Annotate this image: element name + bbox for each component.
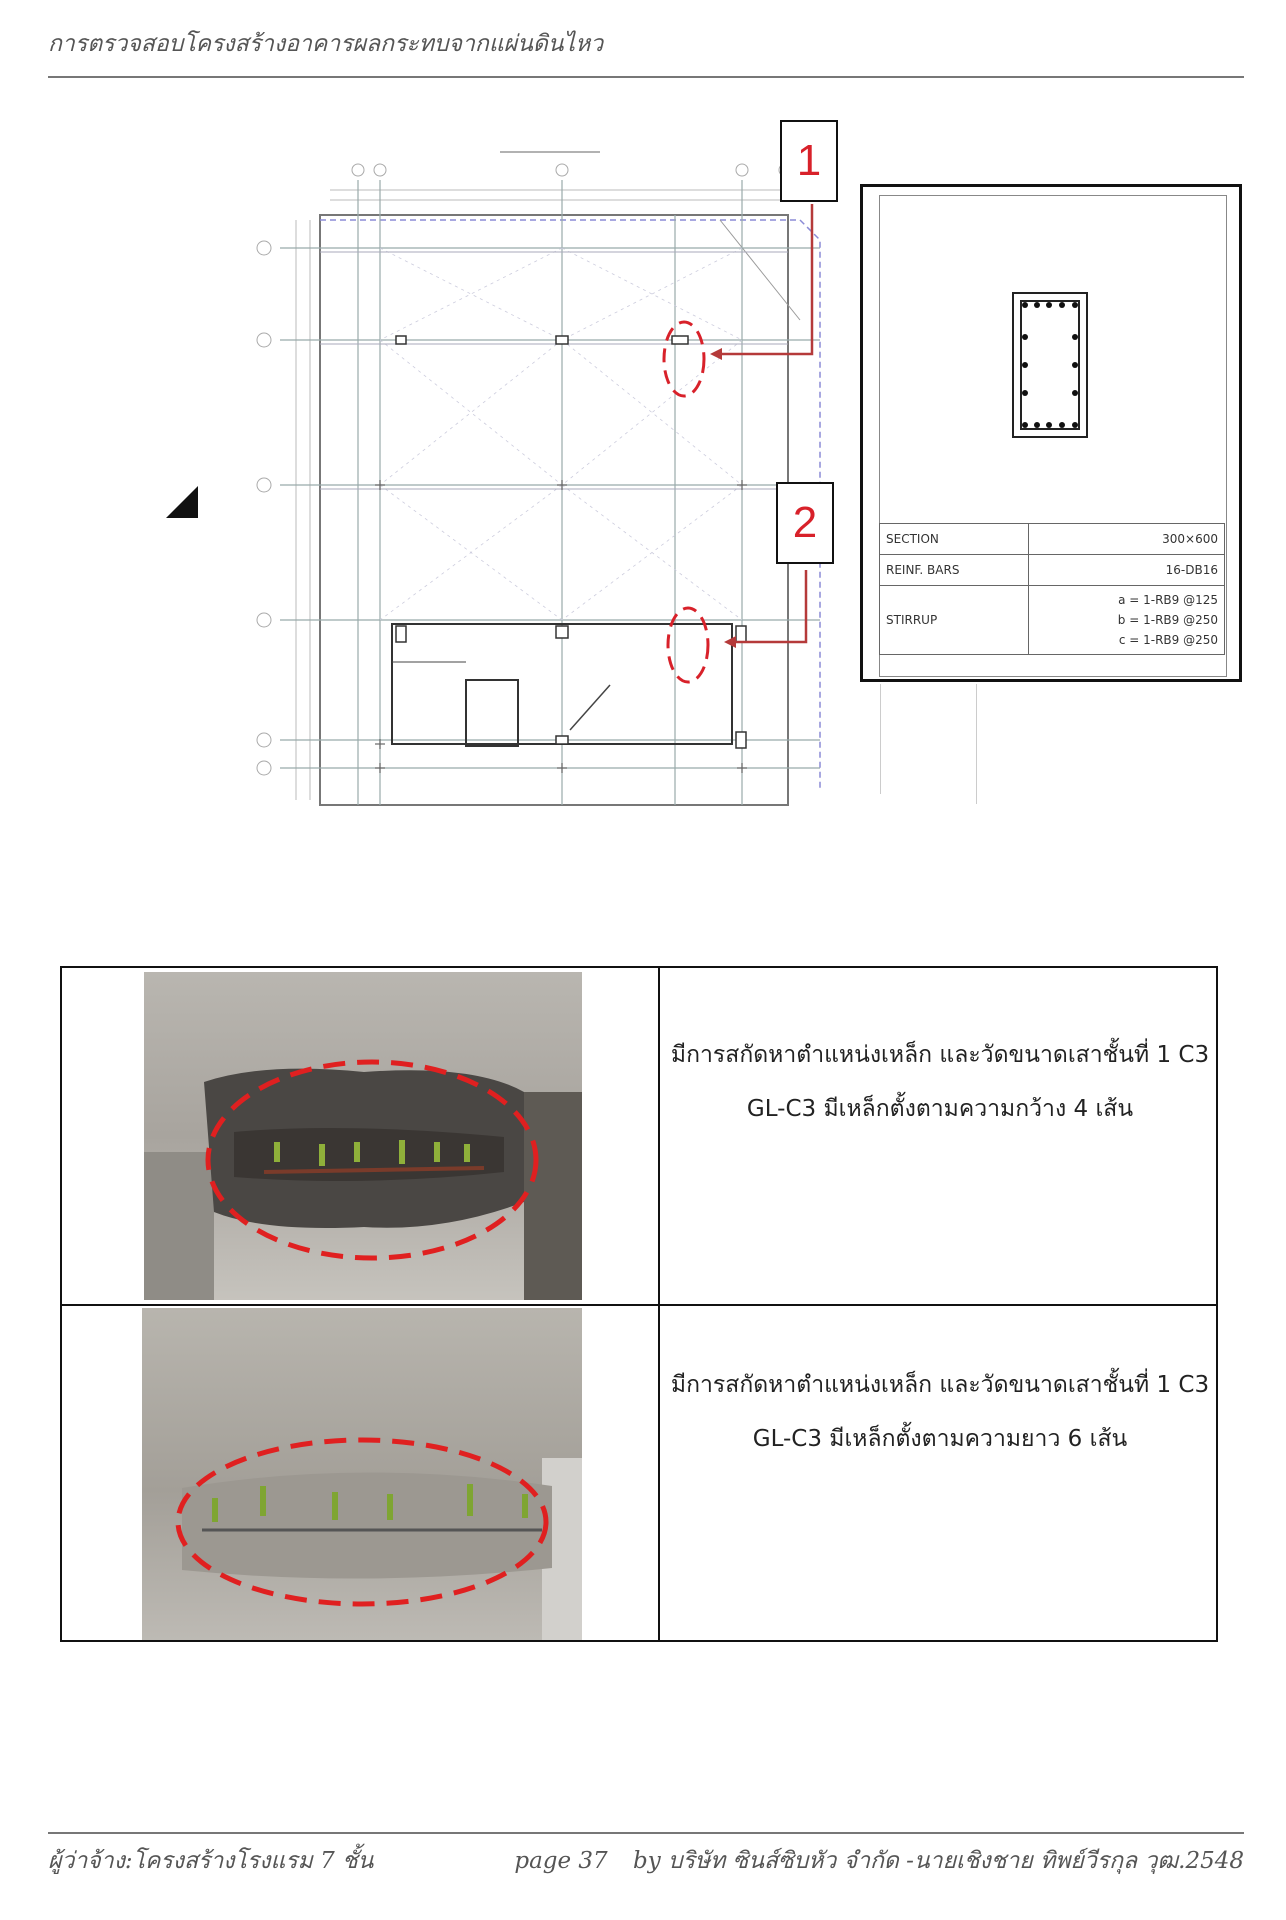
table-divider <box>658 968 660 1640</box>
stirrup-c: c = 1-RB9 @250 <box>1118 633 1218 647</box>
footer-client: ผู้ว่าจ้าง:โครงสร้างโรงแรม 7 ชั้น <box>48 1848 374 1874</box>
header-rule <box>48 76 1244 78</box>
table-row <box>880 555 1225 586</box>
stirrup-key: STIRRUP <box>880 586 1029 655</box>
column-section-panel <box>860 184 1242 682</box>
north-arrow-icon <box>166 486 198 518</box>
drawing-leader-line <box>976 684 977 804</box>
table-divider <box>62 1304 1216 1306</box>
row-2-description: มีการสกัดหาตำแหน่งเหล็ก และวัดขนาดเสาชั้นที่ 1 C3 GL-C3 มีเหล็กตั้งตามความยาว 6 เส้น <box>670 1372 1210 1452</box>
column-photo-length-image <box>142 1308 582 1640</box>
stirrup-a: a = 1-RB9 @125 <box>1118 593 1218 607</box>
column-photo-width <box>144 972 582 1300</box>
table-row <box>880 586 1225 655</box>
section-details-table <box>879 523 1225 655</box>
reinf-value: 16-DB16 <box>1029 555 1225 586</box>
footer-rule <box>48 1832 1244 1834</box>
footer-page-number: page 37 <box>514 1848 608 1874</box>
inspection-photo-table <box>60 966 1218 1642</box>
stirrup-b: b = 1-RB9 @250 <box>1117 613 1218 627</box>
page-header-title: การตรวจสอบโครงสร้างอาคารผลกระทบจากแผ่นดินไหว <box>48 31 604 57</box>
footer-right <box>496 1843 1244 1879</box>
section-value: 300×600 <box>1029 524 1225 555</box>
row-1-description: มีการสกัดหาตำแหน่งเหล็ก และวัดขนาดเสาชั้นที่ 1 C3 GL-C3 มีเหล็กตั้งตามความกว้าง 4 เส้น <box>670 1042 1210 1122</box>
reinf-key: REINF. BARS <box>880 555 1029 586</box>
stirrup-values <box>1029 586 1225 655</box>
column-photo-length <box>142 1308 582 1640</box>
callout-label-2: 2 <box>776 482 834 564</box>
section-key: SECTION <box>880 524 1029 555</box>
table-row <box>880 524 1225 555</box>
callout-label-1: 1 <box>780 120 838 202</box>
column-section-drawing <box>1011 291 1091 441</box>
drawing-leader-line <box>880 684 881 794</box>
column-photo-width-image <box>144 972 582 1300</box>
footer-company: by บริษัท ซินส์ซิบหัว จำกัด -นายเชิงชาย ทิพย์วีรกุล วุฒ.2548 <box>633 1848 1244 1874</box>
floor-plan-drawing <box>240 140 920 820</box>
